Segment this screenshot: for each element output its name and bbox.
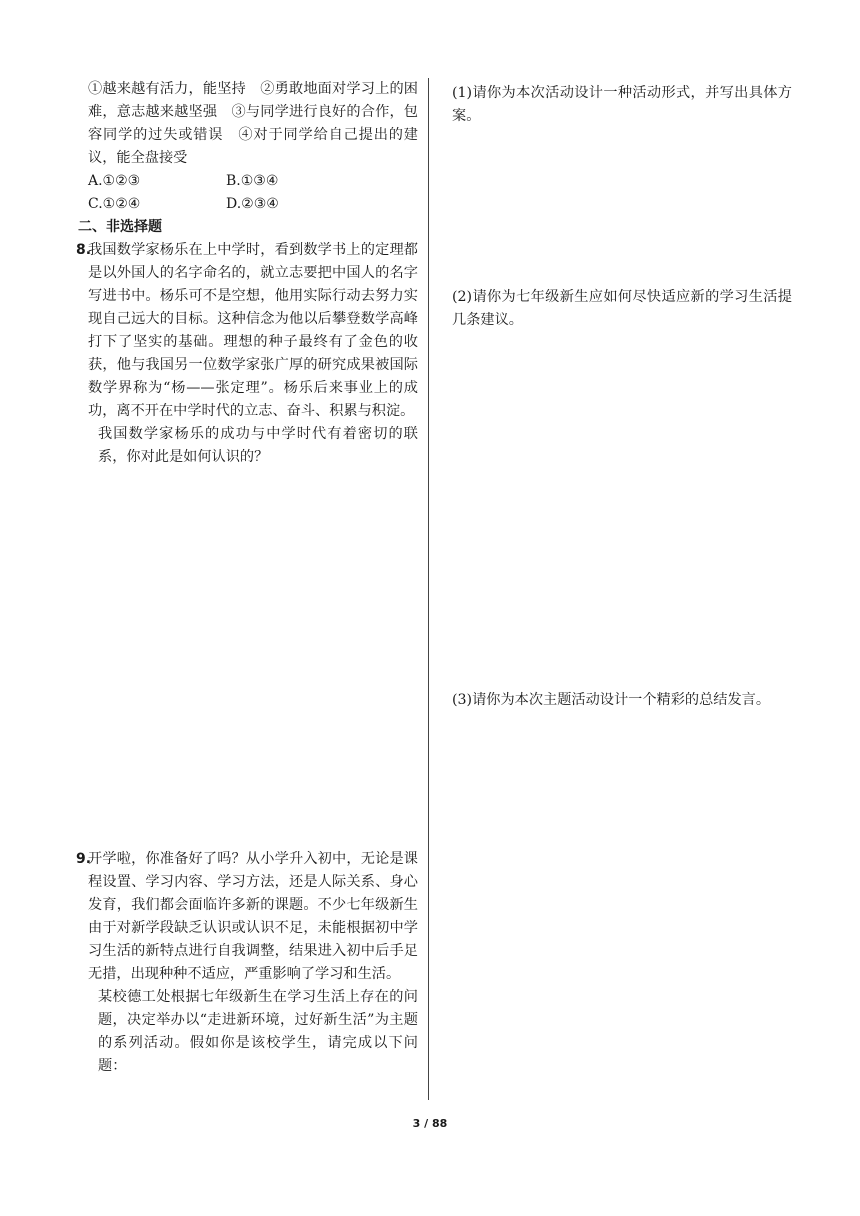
- choice-a: A.①②③: [88, 173, 141, 189]
- question-number: 9.: [76, 851, 92, 867]
- section-heading: 二、非选择题: [78, 219, 162, 235]
- q7-statements: ①越来越有活力，能坚持 ②勇敢地面对学习上的困难，意志越来越坚强 ③与同学进行良好的合作，包容同学的过失或错误 ④对于同学给自己提出的建议，能全盘接受: [88, 81, 418, 166]
- question-9: [78, 848, 418, 1078]
- choice-d: D.②③④: [226, 196, 279, 212]
- q9-passage: 开学啦，你准备好了吗？从小学升入初中，无论是课程设置、学习内容、学习方法，还是人际关系、身心发育，我们都会面临许多新的课题。不少七年级新生由于对新学段缺乏认识或认识不足，未能根据初中学习生活的新特点进行自我调整，结果进入初中后手足无措，出现种种不适应，严重影响了学习和生活。: [88, 851, 418, 982]
- page-number: 3 / 88: [412, 1117, 448, 1130]
- column-divider: [428, 78, 429, 1100]
- choice-b: B.①③④: [226, 173, 279, 189]
- choice-c: C.①②④: [88, 196, 141, 212]
- subquestion-3: (3)请你为本次主题活动设计一个精彩的总结发言。: [452, 692, 771, 708]
- q7-choices: [78, 170, 418, 216]
- subquestion-2: (2)请你为七年级新生应如何尽快适应新的学习生活提几条建议。: [452, 289, 792, 328]
- left-column: [76, 78, 418, 1074]
- question-number: 8.: [76, 242, 92, 258]
- q8-passage: 我国数学家杨乐在上中学时，看到数学书上的定理都是以外国人的名字命名的，就立志要把中国人的名字写进书中。杨乐可不是空想，他用实际行动去努力实现自己远大的目标。这种信念为他以后攀登数学高峰打下了坚实的基础。理想的种子最终有了金色的收获，他与我国另一位数学家张广厚的研究成果被国际数学界称为“杨——张定理”。杨乐后来事业上的成功，离不开在中学时代的立志、奋斗、积累与积淀。: [88, 242, 418, 419]
- subquestion-1: (1)请你为本次活动设计一种活动形式，并写出具体方案。: [452, 85, 792, 124]
- q9-question: 某校德工处根据七年级新生在学习生活上存在的问题，决定举办以“走进新环境，过好新生活”为主题的系列活动。假如你是该校学生，请完成以下问题：: [98, 989, 418, 1074]
- q8-question: 我国数学家杨乐的成功与中学时代有着密切的联系，你对此是如何认识的？: [98, 426, 418, 465]
- question-8: [78, 239, 418, 469]
